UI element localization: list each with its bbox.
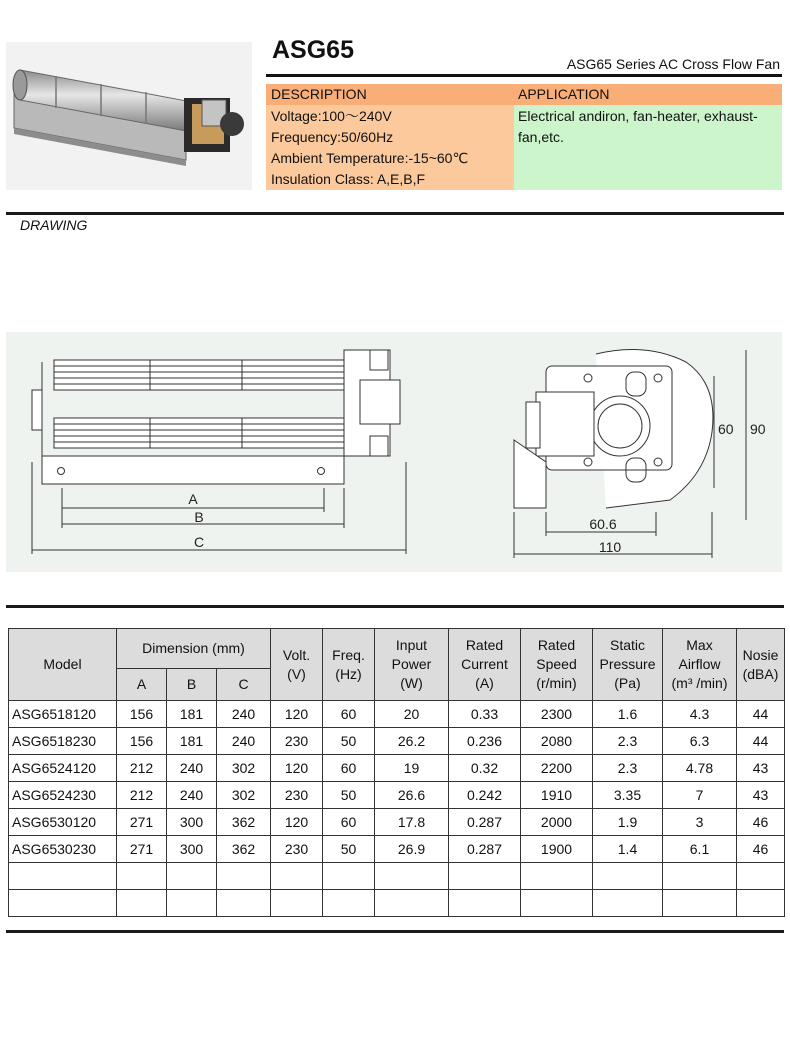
cell-current: 0.236 — [449, 728, 521, 755]
product-photo — [6, 42, 252, 190]
cell-noise: 43 — [737, 755, 785, 782]
cell-dim-a: 271 — [117, 809, 167, 836]
cell-noise: 44 — [737, 728, 785, 755]
header-current: Rated Current (A) — [449, 629, 521, 701]
cell-dim-a — [117, 890, 167, 917]
cell-dim-c — [217, 863, 271, 890]
cell-dim-c — [217, 890, 271, 917]
header-model: Model — [9, 629, 117, 701]
cell-noise: 44 — [737, 701, 785, 728]
cell-dim-a — [117, 863, 167, 890]
cell-dim-c: 302 — [217, 782, 271, 809]
cell-model — [9, 863, 117, 890]
cell-noise: 43 — [737, 782, 785, 809]
cell-dim-a: 156 — [117, 728, 167, 755]
cell-dim-a: 212 — [117, 755, 167, 782]
cell-noise — [737, 890, 785, 917]
description-heading: DESCRIPTION — [266, 84, 514, 105]
cell-pressure: 2.3 — [593, 728, 663, 755]
cell-volt: 120 — [271, 755, 323, 782]
cell-model: ASG6518120 — [9, 701, 117, 728]
cell-current: 0.32 — [449, 755, 521, 782]
cell-model: ASG6530230 — [9, 836, 117, 863]
cell-dim-c: 362 — [217, 809, 271, 836]
cell-dim-b: 240 — [167, 782, 217, 809]
section-divider — [6, 212, 784, 215]
cell-freq: 60 — [323, 755, 375, 782]
cell-noise: 46 — [737, 836, 785, 863]
application-heading: APPLICATION — [514, 84, 782, 105]
header-pressure: Static Pressure (Pa) — [593, 629, 663, 701]
dim-label-90: 90 — [750, 421, 766, 437]
cell-speed: 1910 — [521, 782, 593, 809]
cell-model: ASG6524230 — [9, 782, 117, 809]
cell-current — [449, 863, 521, 890]
dim-label-60-6: 60.6 — [589, 516, 617, 532]
temperature-spec: Ambient Temperature:-15~60℃ — [271, 150, 469, 166]
cell-airflow — [663, 890, 737, 917]
header-power: Input Power (W) — [375, 629, 449, 701]
cell-dim-b — [167, 890, 217, 917]
cell-dim-b — [167, 863, 217, 890]
cell-volt: 230 — [271, 728, 323, 755]
table-top-rule — [6, 605, 784, 608]
cell-current: 0.287 — [449, 809, 521, 836]
cell-pressure — [593, 863, 663, 890]
cell-pressure: 3.35 — [593, 782, 663, 809]
cell-speed — [521, 863, 593, 890]
cell-volt: 120 — [271, 809, 323, 836]
cell-airflow: 3 — [663, 809, 737, 836]
dim-label-110: 110 — [598, 539, 622, 555]
cell-speed: 2080 — [521, 728, 593, 755]
page-subtitle: ASG65 Series AC Cross Flow Fan — [566, 56, 780, 72]
table-bottom-rule — [6, 930, 784, 933]
cell-dim-b: 300 — [167, 809, 217, 836]
cell-power: 20 — [375, 701, 449, 728]
header-dim-b: B — [167, 669, 217, 701]
cell-power: 17.8 — [375, 809, 449, 836]
cell-airflow: 6.3 — [663, 728, 737, 755]
header-rule — [266, 74, 782, 77]
technical-drawing — [6, 332, 782, 572]
cell-power: 26.9 — [375, 836, 449, 863]
cell-pressure: 1.9 — [593, 809, 663, 836]
cell-volt — [271, 890, 323, 917]
cell-current: 0.242 — [449, 782, 521, 809]
cell-freq: 60 — [323, 809, 375, 836]
table-row — [9, 755, 785, 782]
frequency-spec: Frequency:50/60Hz — [271, 129, 394, 145]
cell-freq — [323, 890, 375, 917]
header-dimension: Dimension (mm) — [117, 629, 271, 669]
end-view — [514, 350, 766, 559]
cell-freq: 50 — [323, 782, 375, 809]
header-volt: Volt. (V) — [271, 629, 323, 701]
cell-dim-b: 181 — [167, 701, 217, 728]
cell-speed — [521, 890, 593, 917]
cell-noise: 46 — [737, 809, 785, 836]
spec-table-body — [9, 701, 785, 917]
cell-power — [375, 863, 449, 890]
cell-speed: 2000 — [521, 809, 593, 836]
cell-model: ASG6530120 — [9, 809, 117, 836]
cell-power: 26.2 — [375, 728, 449, 755]
table-row — [9, 890, 785, 917]
cell-power: 19 — [375, 755, 449, 782]
cell-freq: 50 — [323, 836, 375, 863]
spec-table — [8, 628, 785, 917]
voltage-spec: Voltage:100～240V — [271, 108, 392, 124]
cell-airflow — [663, 863, 737, 890]
table-row — [9, 809, 785, 836]
cell-volt: 230 — [271, 782, 323, 809]
application-text: Electrical andiron, fan-heater, exhaust-fan,etc. — [518, 108, 758, 145]
description-panel — [266, 84, 514, 190]
cell-power — [375, 890, 449, 917]
cell-dim-c: 362 — [217, 836, 271, 863]
cell-speed: 2300 — [521, 701, 593, 728]
cell-dim-c: 240 — [217, 728, 271, 755]
table-row — [9, 728, 785, 755]
side-view — [32, 350, 406, 554]
cell-volt — [271, 863, 323, 890]
cell-noise — [737, 863, 785, 890]
cell-airflow: 4.78 — [663, 755, 737, 782]
header-noise: Nosie (dBA) — [737, 629, 785, 701]
description-lines — [271, 106, 468, 190]
header-dim-a: A — [117, 669, 167, 701]
cell-dim-b: 181 — [167, 728, 217, 755]
header-dim-c: C — [217, 669, 271, 701]
dim-label-60: 60 — [718, 421, 734, 437]
cell-model — [9, 890, 117, 917]
cell-pressure: 1.4 — [593, 836, 663, 863]
cell-airflow: 7 — [663, 782, 737, 809]
page-title: ASG65 — [272, 36, 354, 64]
cell-volt: 230 — [271, 836, 323, 863]
cell-pressure — [593, 890, 663, 917]
cell-airflow: 6.1 — [663, 836, 737, 863]
cell-dim-c: 302 — [217, 755, 271, 782]
cell-freq: 60 — [323, 701, 375, 728]
table-row — [9, 863, 785, 890]
dim-label-c: C — [193, 534, 205, 550]
cell-model: ASG6524120 — [9, 755, 117, 782]
cell-volt: 120 — [271, 701, 323, 728]
cell-dim-b: 240 — [167, 755, 217, 782]
cell-current: 0.287 — [449, 836, 521, 863]
dim-label-a: A — [188, 491, 198, 507]
cell-model: ASG6518230 — [9, 728, 117, 755]
table-row — [9, 836, 785, 863]
cell-speed: 1900 — [521, 836, 593, 863]
insulation-spec: Insulation Class: A,E,B,F — [271, 171, 426, 187]
table-row — [9, 701, 785, 728]
cell-power: 26.6 — [375, 782, 449, 809]
dim-label-b: B — [194, 509, 204, 525]
header-freq: Freq. (Hz) — [323, 629, 375, 701]
cell-dim-a: 271 — [117, 836, 167, 863]
cell-airflow: 4.3 — [663, 701, 737, 728]
cell-current: 0.33 — [449, 701, 521, 728]
cell-freq — [323, 863, 375, 890]
cell-freq: 50 — [323, 728, 375, 755]
table-row — [9, 782, 785, 809]
header-airflow: Max Airflow (m³ /min) — [663, 629, 737, 701]
application-panel — [514, 84, 782, 190]
cell-speed: 2200 — [521, 755, 593, 782]
cell-pressure: 2.3 — [593, 755, 663, 782]
cell-dim-a: 156 — [117, 701, 167, 728]
cell-dim-a: 212 — [117, 782, 167, 809]
drawing-label: DRAWING — [20, 217, 88, 233]
header-speed: Rated Speed (r/min) — [521, 629, 593, 701]
cell-dim-c: 240 — [217, 701, 271, 728]
cell-pressure: 1.6 — [593, 701, 663, 728]
cell-dim-b: 300 — [167, 836, 217, 863]
cell-current — [449, 890, 521, 917]
